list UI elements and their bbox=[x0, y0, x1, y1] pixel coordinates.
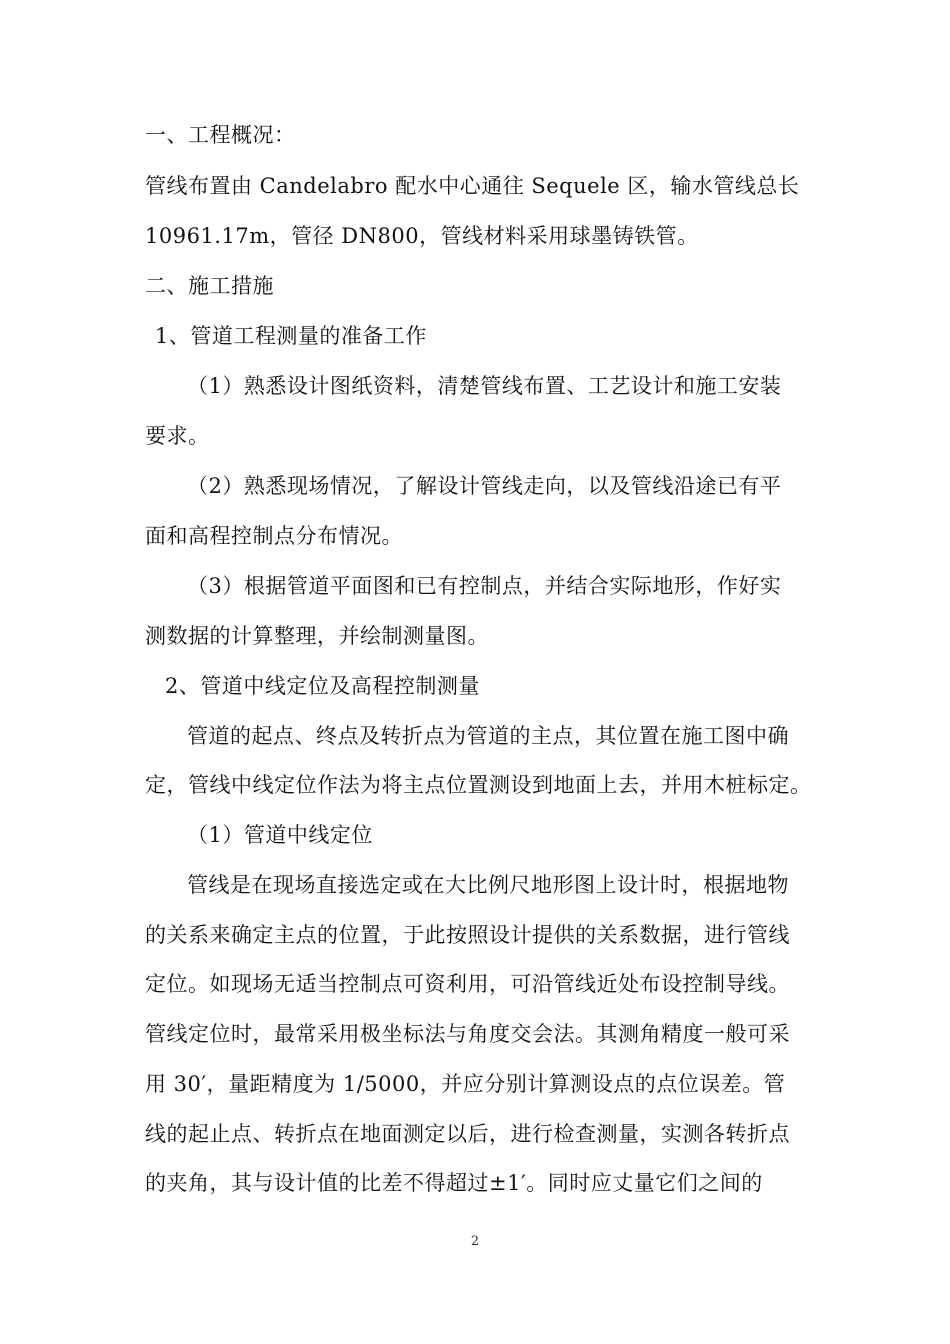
paragraph-line: 测数据的计算整理，并绘制测量图。 bbox=[145, 624, 489, 648]
paragraph-line: （2）熟悉现场情况，了解设计管线走向，以及管线沿途已有平 bbox=[187, 474, 782, 498]
paragraph-line: 用 30′，量距精度为 1/5000，并应分别计算测设点的点位误差。管 bbox=[145, 1072, 786, 1096]
heading-project-overview: 一、工程概况： bbox=[145, 123, 296, 147]
paragraph-line: （3）根据管道平面图和已有控制点，并结合实际地形，作好实 bbox=[187, 574, 782, 598]
subheading-centerline-positioning: （1）管道中线定位 bbox=[187, 823, 373, 847]
paragraph-line: 管道的起点、终点及转折点为管道的主点，其位置在施工图中确 bbox=[187, 724, 789, 748]
paragraph-line: 管线定位时，最常采用极坐标法与角度交会法。其测角精度一般可采 bbox=[145, 1022, 790, 1046]
paragraph-line: 管线是在现场直接选定或在大比例尺地形图上设计时，根据地物 bbox=[187, 873, 789, 897]
paragraph-line: 的关系来确定主点的位置，于此按照设计提供的关系数据，进行管线 bbox=[145, 923, 790, 947]
paragraph-line: 定，管线中线定位作法为将主点位置测设到地面上去，并用木桩标定。 bbox=[145, 773, 812, 797]
heading-construction-measures: 二、施工措施 bbox=[145, 274, 274, 298]
paragraph-line: 定位。如现场无适当控制点可资利用，可沿管线近处布设控制导线。 bbox=[145, 972, 790, 996]
paragraph-line: 管线布置由 Candelabro 配水中心通往 Sequele 区，输水管线总长 bbox=[145, 174, 800, 198]
paragraph-line: 的夹角，其与设计值的比差不得超过±1′。同时应丈量它们之间的 bbox=[145, 1171, 763, 1195]
paragraph-line: 面和高程控制点分布情况。 bbox=[145, 524, 403, 548]
subheading-centerline: 2、管道中线定位及高程控制测量 bbox=[165, 674, 480, 698]
paragraph-line: 10961.17m，管径 DN800，管线材料采用球墨铸铁管。 bbox=[145, 224, 699, 248]
paragraph-line: 要求。 bbox=[145, 424, 210, 448]
page-number: 2 bbox=[470, 1234, 480, 1249]
subheading-preparation: 1、管道工程测量的准备工作 bbox=[155, 324, 427, 348]
paragraph-line: （1）熟悉设计图纸资料，清楚管线布置、工艺设计和施工安装 bbox=[187, 374, 782, 398]
paragraph-line: 线的起止点、转折点在地面测定以后，进行检查测量，实测各转折点 bbox=[145, 1122, 790, 1146]
